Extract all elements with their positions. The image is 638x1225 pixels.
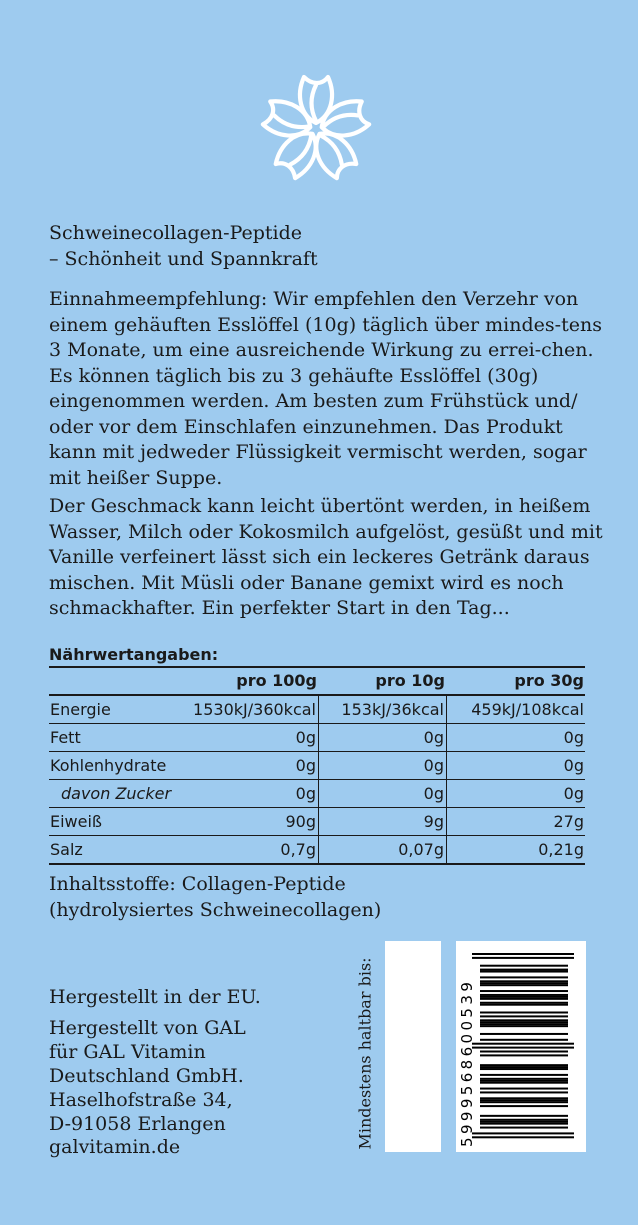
barcode-bar [480, 976, 568, 978]
address-line: für GAL Vitamin [49, 1041, 206, 1063]
barcode-bar [480, 1054, 568, 1056]
barcode-bar [480, 1127, 568, 1129]
nutrition-row-label: Kohlenhydrate [50, 756, 167, 775]
nutrition-header-label [49, 668, 187, 694]
barcode-bar [480, 1121, 568, 1123]
barcode-bar [480, 1004, 568, 1006]
nutrition-row-label: davon Zucker [61, 784, 172, 803]
barcode-bar [480, 980, 568, 982]
nutrition-value-30g: 0g [563, 784, 584, 803]
barcode-bar [480, 1123, 568, 1125]
barcode-bar [480, 969, 568, 971]
nutrition-value-100g: 1530kJ/360kcal [187, 696, 319, 723]
nutrition-value-100g: 0g [187, 752, 319, 779]
barcode-bar [480, 1080, 568, 1082]
ingredients-line2: (hydrolysiertes Schweinecollagen) [49, 899, 382, 921]
barcode-bar [472, 1043, 574, 1045]
barcode-bar [480, 1021, 568, 1023]
best-before-date-box [385, 941, 441, 1152]
ingredients-line1: Inhaltsstoffe: Collagen-Peptide [49, 873, 346, 895]
best-before-text: Mindestens haltbar bis: [355, 956, 375, 1150]
barcode-bar [472, 953, 574, 955]
intake-recommendation-paragraph: Einnahmeempfehlung: Wir empfehlen den Verzehr von einem gehäuften Esslöffel (10g) täglich über mindes-tens 3 Monate, um eine ausreichende Wirkung zu errei-chen. Es können täglich bis zu 3 gehäufte Esslöffel (30g) eingenommen werden. Am besten zum Frühstück und/ oder vor dem Einschlafen einzunehmen. Das Produkt kann mit jedweder Flüssigkeit vermischt werden, sogar mit heißer Suppe. [49, 288, 602, 489]
manufacturer-address [49, 1016, 246, 1136]
nutrition-value-30g: 27g [553, 812, 584, 831]
barcode-bar [472, 957, 574, 959]
nutrition-row-label: Eiweiß [50, 812, 103, 831]
nutrition-row-label: Fett [50, 728, 81, 747]
nutrition-value-30g: 459kJ/108kcal [471, 700, 584, 719]
barcode-bar [480, 1119, 568, 1121]
barcode-bar [480, 1082, 568, 1084]
nutrition-value-10g: 0g [319, 724, 447, 751]
address-line: Haselhofstraße 34, [49, 1089, 233, 1111]
barcode-bar [480, 1088, 568, 1090]
nutrition-header-10g: pro 10g [375, 671, 445, 690]
product-title-line2: – Schönheit und Spannkraft [49, 248, 318, 270]
best-before-label [352, 950, 378, 1156]
barcode-bar [480, 1099, 568, 1101]
nutrition-row-label: Salz [50, 840, 83, 859]
nutrition-row-protein [49, 808, 585, 836]
barcode-graphic [456, 941, 586, 1152]
nutrition-row-salt [49, 836, 585, 865]
barcode-bar [480, 1019, 568, 1021]
barcode-bar [480, 1033, 568, 1035]
barcode-bar [480, 1012, 568, 1014]
barcode-bar [480, 1064, 568, 1066]
nutrition-row-energy [49, 696, 585, 724]
nutrition-value-10g: 0g [319, 780, 447, 807]
website: galvitamin.de [49, 1136, 181, 1158]
barcode-bar [480, 990, 568, 992]
nutrition-value-100g: 0g [187, 780, 319, 807]
barcode-bar [480, 1023, 568, 1025]
nutrition-header-100g: pro 100g [236, 671, 317, 690]
barcode-bar [480, 996, 568, 998]
barcode-bar [480, 971, 568, 973]
barcode-number: 5999568600539 [458, 978, 476, 1147]
barcode-bar [480, 1091, 568, 1093]
nutrition-row-sugar [49, 780, 585, 808]
nutrition-value-10g: 0g [319, 752, 447, 779]
nutrition-value-100g: 0g [187, 724, 319, 751]
barcode-bar [480, 1105, 568, 1107]
barcode-bar [480, 994, 568, 996]
nutrition-value-30g: 0,21g [538, 840, 584, 859]
nutrition-value-10g: 153kJ/36kcal [319, 696, 447, 723]
nutrition-value-10g: 9g [319, 808, 447, 835]
ingredients [49, 871, 449, 923]
barcode-bar [480, 1097, 568, 1099]
made-in-eu: Hergestellt in der EU. [49, 986, 261, 1008]
nutrition-row-fat [49, 724, 585, 752]
nutrition-value-10g: 0,07g [319, 836, 447, 863]
barcode-bar [472, 1132, 574, 1134]
barcode-bar [480, 1051, 568, 1053]
barcode-bar [480, 1101, 568, 1103]
taste-paragraph: Der Geschmack kann leicht übertönt werden, in heißem Wasser, Milch oder Kokosmilch aufgelöst, gesüßt und mit Vanille verfeinert lässt sich ein leckeres Getränk daraus mischen. Mit Müsli oder Banane gemixt wird es noch schmackhafter. Ein perfekter Start in den Tag... [49, 495, 603, 619]
nutrition-value-30g: 0g [563, 756, 584, 775]
barcode-bar [472, 1136, 574, 1138]
brand-flower-logo [259, 72, 373, 186]
barcode-bar [480, 965, 568, 967]
barcode-bar [480, 1039, 568, 1041]
barcode-bar [480, 1025, 568, 1027]
barcode-bar [480, 984, 568, 986]
barcode-bar [480, 1066, 568, 1068]
nutrition-row-label: Energie [50, 700, 111, 719]
address-line: Deutschland GmbH. [49, 1065, 244, 1087]
barcode-bar [480, 982, 568, 984]
barcode-bar [480, 998, 568, 1000]
barcode [456, 941, 586, 1152]
address-line: D-91058 Erlangen [49, 1113, 226, 1135]
product-title [49, 220, 609, 272]
address-line: Hergestellt von GAL [49, 1017, 246, 1039]
barcode-bar [480, 1068, 568, 1070]
nutrition-value-30g: 0g [563, 728, 584, 747]
nutrition-row-carbohydrates [49, 752, 585, 780]
nutrition-header-row [49, 668, 585, 696]
barcode-bar [480, 1002, 568, 1004]
nutrition-title: Nährwertangaben: [49, 644, 585, 668]
barcode-bar [480, 1078, 568, 1080]
nutrition-table [49, 644, 585, 865]
barcode-bar [480, 1015, 568, 1017]
barcode-bar [480, 1074, 568, 1076]
nutrition-value-100g: 0,7g [187, 836, 319, 863]
product-title-line1: Schweinecollagen-Peptide [49, 222, 303, 244]
nutrition-value-100g: 90g [187, 808, 319, 835]
barcode-bar [480, 1115, 568, 1117]
nutrition-header-30g: pro 30g [514, 671, 584, 690]
barcode-bar [472, 1047, 574, 1049]
